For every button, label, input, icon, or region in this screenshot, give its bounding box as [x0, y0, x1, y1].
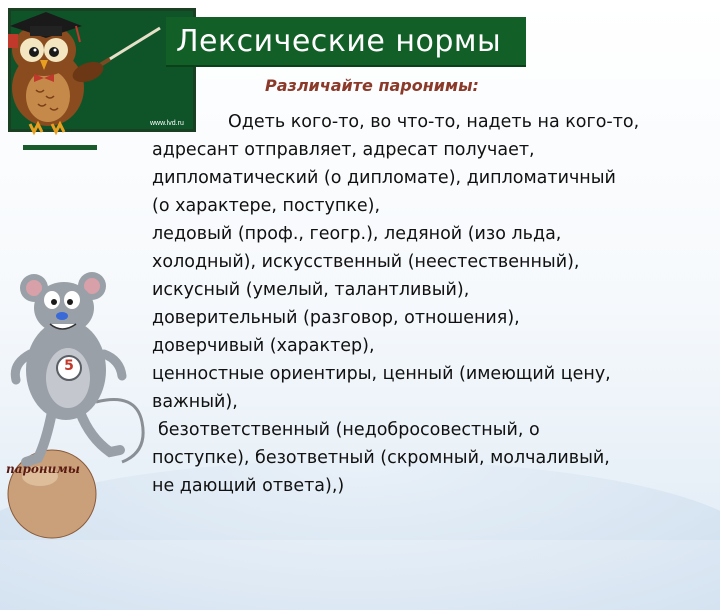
- text-line: искусный (умелый, талантливый),: [152, 280, 470, 300]
- mouse-on-ball-icon: [0, 262, 150, 540]
- text-line: Одеть кого-то, во что-то, надеть на кого-то,: [228, 112, 640, 132]
- text-line: холодный), искусственный (неестественный),: [152, 252, 580, 272]
- paronyms-list: [152, 108, 716, 500]
- text-line: поступке), безответный (скромный, молчаливый,: [152, 448, 610, 468]
- text-line: доверительный (разговор, отношения),: [152, 308, 520, 328]
- website-caption: www.lvd.ru: [150, 120, 184, 127]
- badge-number: 5: [64, 358, 74, 374]
- text-line: (о характере, поступке),: [152, 196, 381, 216]
- text-line: адресант отправляет, адресат получает,: [152, 140, 535, 160]
- divider: [23, 145, 97, 150]
- text-line: безответственный (недобросовестный, о: [158, 420, 540, 440]
- slide-title: Лексические нормы: [176, 24, 502, 59]
- text-line: доверчивый (характер),: [152, 336, 375, 356]
- text-line: ледовый (проф., геогр.), ледяной (изо льда,: [152, 224, 562, 244]
- text-line: ценностные ориентиры, ценный (имеющий цену,: [152, 364, 611, 384]
- ball-label: паронимы: [6, 462, 80, 476]
- text-line: важный),: [152, 392, 238, 412]
- text-line: не дающий ответа),): [152, 476, 345, 496]
- slide-subtitle: Различайте паронимы:: [265, 76, 479, 95]
- text-line: дипломатический (о дипломате), дипломатичный: [152, 168, 616, 188]
